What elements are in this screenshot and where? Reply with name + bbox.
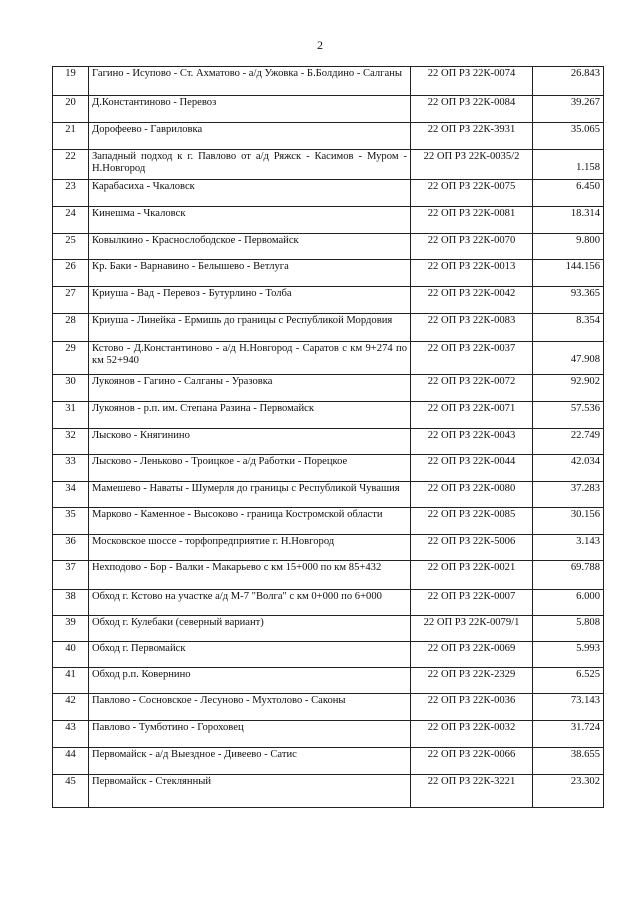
page-number: 2 [317, 38, 323, 52]
table-row [53, 429, 604, 455]
road-length-value: 23.302 [570, 776, 600, 787]
road-length [533, 721, 604, 748]
road-length [533, 260, 604, 287]
road-length-value: 3.143 [576, 536, 600, 547]
table-row [53, 561, 604, 590]
table-row [53, 642, 604, 668]
table-row [53, 455, 604, 482]
road-code: 22 ОП РЗ 22К-0084 [411, 96, 533, 123]
road-length-value: 6.000 [576, 591, 600, 602]
road-length-value: 18.314 [570, 208, 600, 219]
road-code: 22 ОП РЗ 22К-0042 [411, 287, 533, 314]
road-length-value: 47.908 [570, 354, 600, 365]
row-number: 38 [53, 590, 89, 616]
row-number: 32 [53, 429, 89, 455]
road-length [533, 234, 604, 260]
road-length [533, 694, 604, 721]
road-code: 22 ОП РЗ 22К-0075 [411, 180, 533, 207]
road-length [533, 402, 604, 429]
road-length-value: 26.843 [570, 68, 600, 79]
road-code: 22 ОП РЗ 22К-3931 [411, 123, 533, 150]
road-length-value: 57.536 [570, 403, 600, 414]
row-number: 23 [53, 180, 89, 207]
table-row [53, 402, 604, 429]
table-row [53, 207, 604, 234]
road-length-value: 39.267 [570, 97, 600, 108]
road-name: Первомайск - Стеклянный [89, 775, 411, 808]
road-name: Криуша - Линейка - Ермишь до границы с Республикой Мордовия [89, 314, 411, 342]
table-row [53, 590, 604, 616]
road-code: 22 ОП РЗ 22К-0035/2 [411, 150, 533, 180]
road-length [533, 482, 604, 508]
row-number: 40 [53, 642, 89, 668]
road-name: Кинешма - Чкаловск [89, 207, 411, 234]
table-row [53, 694, 604, 721]
road-length-value: 8.354 [576, 315, 600, 326]
road-name: Лысково - Леньково - Троицкое - а/д Работки - Порецкое [89, 455, 411, 482]
table-row [53, 314, 604, 342]
road-length [533, 150, 604, 180]
road-code: 22 ОП РЗ 22К-3221 [411, 775, 533, 808]
table-row [53, 616, 604, 642]
road-length [533, 508, 604, 535]
road-code: 22 ОП РЗ 22К-0007 [411, 590, 533, 616]
row-number: 30 [53, 375, 89, 402]
road-code: 22 ОП РЗ 22К-0085 [411, 508, 533, 535]
table-row [53, 775, 604, 808]
table-row [53, 287, 604, 314]
road-length-value: 73.143 [570, 695, 600, 706]
road-name: Лукоянов - Гагино - Салганы - Уразовка [89, 375, 411, 402]
road-length-value: 31.724 [570, 722, 600, 733]
road-code: 22 ОП РЗ 22К-0066 [411, 748, 533, 775]
table-row [53, 668, 604, 694]
road-name: Обход р.п. Ковернино [89, 668, 411, 694]
row-number: 27 [53, 287, 89, 314]
road-length-value: 6.450 [576, 181, 600, 192]
road-length [533, 287, 604, 314]
road-code: 22 ОП РЗ 22К-0021 [411, 561, 533, 590]
road-name: Нехподово - Бор - Валки - Макарьево с км 15+000 по км 85+432 [89, 561, 411, 590]
row-number: 19 [53, 67, 89, 96]
table-row [53, 234, 604, 260]
road-name: Мамешево - Наваты - Шумерля до границы с Республикой Чувашия [89, 482, 411, 508]
table-row [53, 180, 604, 207]
table-row [53, 96, 604, 123]
road-code: 22 ОП РЗ 22К-0032 [411, 721, 533, 748]
table-row [53, 508, 604, 535]
road-name: Марково - Каменное - Высоково - граница Костромской области [89, 508, 411, 535]
road-code: 22 ОП РЗ 22К-0072 [411, 375, 533, 402]
road-length [533, 590, 604, 616]
road-length [533, 535, 604, 561]
road-code: 22 ОП РЗ 22К-0080 [411, 482, 533, 508]
road-length [533, 207, 604, 234]
roads-table [52, 66, 604, 808]
road-length-value: 92.902 [570, 376, 600, 387]
row-number: 20 [53, 96, 89, 123]
road-name: Ковылкино - Краснослободское - Первомайск [89, 234, 411, 260]
road-name: Московское шоссе - торфопредприятие г. Н.Новгород [89, 535, 411, 561]
road-name: Западный подход к г. Павлово от а/д Ряжск - Касимов - Муром - Н.Новгород [89, 150, 411, 180]
road-name: Обход г. Кстово на участке а/д М-7 "Волга" с км 0+000 по 6+000 [89, 590, 411, 616]
road-length-value: 30.156 [570, 509, 600, 520]
road-code: 22 ОП РЗ 22К-0044 [411, 455, 533, 482]
road-length [533, 375, 604, 402]
row-number: 33 [53, 455, 89, 482]
row-number: 37 [53, 561, 89, 590]
table-row [53, 748, 604, 775]
table-row [53, 482, 604, 508]
road-code: 22 ОП РЗ 22К-0079/1 [411, 616, 533, 642]
road-name: Обход г. Первомайск [89, 642, 411, 668]
road-length-value: 38.655 [570, 749, 600, 760]
road-name: Лысково - Княгинино [89, 429, 411, 455]
road-code: 22 ОП РЗ 22К-0043 [411, 429, 533, 455]
road-length-value: 144.156 [565, 261, 600, 272]
road-code: 22 ОП РЗ 22К-0071 [411, 402, 533, 429]
road-code: 22 ОП РЗ 22К-0013 [411, 260, 533, 287]
road-name: Карабасиха - Чкаловск [89, 180, 411, 207]
road-name: Обход г. Кулебаки (северный вариант) [89, 616, 411, 642]
road-length [533, 67, 604, 96]
table-row [53, 260, 604, 287]
row-number: 28 [53, 314, 89, 342]
row-number: 43 [53, 721, 89, 748]
row-number: 44 [53, 748, 89, 775]
row-number: 25 [53, 234, 89, 260]
row-number: 42 [53, 694, 89, 721]
road-length-value: 35.065 [570, 124, 600, 135]
row-number: 35 [53, 508, 89, 535]
road-code: 22 ОП РЗ 22К-0081 [411, 207, 533, 234]
road-code: 22 ОП РЗ 22К-0037 [411, 342, 533, 375]
row-number: 34 [53, 482, 89, 508]
road-length-value: 5.993 [576, 643, 600, 654]
road-length-value: 9.800 [576, 235, 600, 246]
table-row [53, 150, 604, 180]
table-row [53, 535, 604, 561]
road-length-value: 69.788 [570, 562, 600, 573]
road-name: Кр. Баки - Варнавино - Белышево - Ветлуга [89, 260, 411, 287]
row-number: 36 [53, 535, 89, 561]
road-name: Дорофеево - Гавриловка [89, 123, 411, 150]
road-length [533, 561, 604, 590]
road-code: 22 ОП РЗ 22К-5006 [411, 535, 533, 561]
road-name: Лукоянов - р.п. им. Степана Разина - Первомайск [89, 402, 411, 429]
table-row [53, 721, 604, 748]
row-number: 45 [53, 775, 89, 808]
row-number: 41 [53, 668, 89, 694]
road-name: Криуша - Вад - Перевоз - Бутурлино - Толба [89, 287, 411, 314]
row-number: 24 [53, 207, 89, 234]
road-length [533, 455, 604, 482]
road-length [533, 180, 604, 207]
road-length [533, 642, 604, 668]
row-number: 39 [53, 616, 89, 642]
road-length [533, 342, 604, 375]
road-name: Первомайск - а/д Выездное - Дивеево - Сатис [89, 748, 411, 775]
road-length-value: 93.365 [570, 288, 600, 299]
road-length-value: 5.808 [576, 617, 600, 628]
road-code: 22 ОП РЗ 22К-0036 [411, 694, 533, 721]
road-length-value: 6.525 [576, 669, 600, 680]
road-length [533, 616, 604, 642]
table-row [53, 67, 604, 96]
road-name: Д.Константиново - Перевоз [89, 96, 411, 123]
road-code: 22 ОП РЗ 22К-0083 [411, 314, 533, 342]
road-name: Кстово - Д.Константиново - а/д Н.Новгород - Саратов с км 9+274 по км 52+940 [89, 342, 411, 375]
road-code: 22 ОП РЗ 22К-2329 [411, 668, 533, 694]
road-name: Гагино - Исупово - Ст. Ахматово - а/д Ужовка - Б.Болдино - Салганы [89, 67, 411, 96]
road-length-value: 37.283 [570, 483, 600, 494]
road-code: 22 ОП РЗ 22К-0074 [411, 67, 533, 96]
row-number: 29 [53, 342, 89, 375]
road-length-value: 1.158 [576, 162, 600, 173]
road-length-value: 42.034 [570, 456, 600, 467]
row-number: 31 [53, 402, 89, 429]
road-code: 22 ОП РЗ 22К-0070 [411, 234, 533, 260]
road-name: Павлово - Сосновское - Лесуново - Мухтолово - Саконы [89, 694, 411, 721]
road-length [533, 429, 604, 455]
row-number: 22 [53, 150, 89, 180]
table-row [53, 342, 604, 375]
row-number: 26 [53, 260, 89, 287]
road-length-value: 22.749 [570, 430, 600, 441]
road-code: 22 ОП РЗ 22К-0069 [411, 642, 533, 668]
road-length [533, 314, 604, 342]
row-number: 21 [53, 123, 89, 150]
road-length [533, 668, 604, 694]
road-length [533, 123, 604, 150]
road-length [533, 96, 604, 123]
road-length [533, 748, 604, 775]
road-length [533, 775, 604, 808]
table-row [53, 123, 604, 150]
road-name: Павлово - Тумботино - Гороховец [89, 721, 411, 748]
table-row [53, 375, 604, 402]
